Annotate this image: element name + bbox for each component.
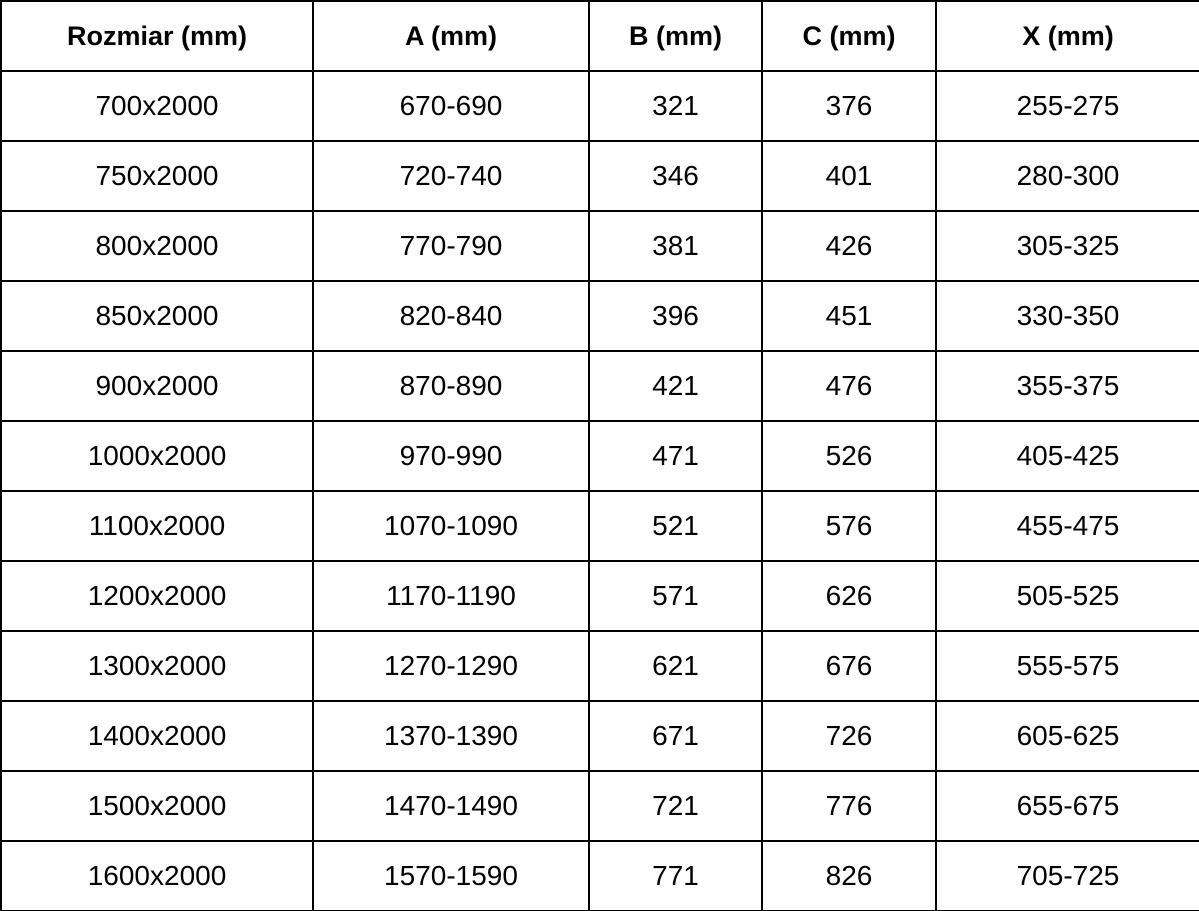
table-cell: 280-300: [936, 141, 1199, 211]
column-header: B (mm): [589, 1, 762, 71]
table-cell: 381: [589, 211, 762, 281]
table-cell: 521: [589, 491, 762, 561]
table-cell: 655-675: [936, 771, 1199, 841]
table-body: [1, 71, 1199, 911]
table-row: [1, 351, 1199, 421]
table-cell: 1000x2000: [1, 421, 313, 491]
table-cell: 1470-1490: [313, 771, 589, 841]
table-cell: 576: [762, 491, 936, 561]
table-cell: 705-725: [936, 841, 1199, 911]
table-cell: 621: [589, 631, 762, 701]
table-cell: 1270-1290: [313, 631, 589, 701]
table-cell: 426: [762, 211, 936, 281]
table-cell: 476: [762, 351, 936, 421]
table-cell: 571: [589, 561, 762, 631]
table-cell: 421: [589, 351, 762, 421]
table-cell: 1400x2000: [1, 701, 313, 771]
table-cell: 505-525: [936, 561, 1199, 631]
header-row: [1, 1, 1199, 71]
table-cell: 396: [589, 281, 762, 351]
table-row: [1, 701, 1199, 771]
table-cell: 555-575: [936, 631, 1199, 701]
table-cell: 355-375: [936, 351, 1199, 421]
table-cell: 305-325: [936, 211, 1199, 281]
table-cell: 850x2000: [1, 281, 313, 351]
table-row: [1, 141, 1199, 211]
column-header: C (mm): [762, 1, 936, 71]
table-cell: 605-625: [936, 701, 1199, 771]
table-cell: 255-275: [936, 71, 1199, 141]
table-cell: 800x2000: [1, 211, 313, 281]
table-cell: 700x2000: [1, 71, 313, 141]
table-cell: 1170-1190: [313, 561, 589, 631]
table-cell: 721: [589, 771, 762, 841]
table-cell: 1200x2000: [1, 561, 313, 631]
table-cell: 401: [762, 141, 936, 211]
table-cell: 750x2000: [1, 141, 313, 211]
table-cell: 376: [762, 71, 936, 141]
table-cell: 405-425: [936, 421, 1199, 491]
table-cell: 720-740: [313, 141, 589, 211]
table-cell: 1300x2000: [1, 631, 313, 701]
column-header: X (mm): [936, 1, 1199, 71]
table-cell: 671: [589, 701, 762, 771]
table-cell: 471: [589, 421, 762, 491]
table-cell: 526: [762, 421, 936, 491]
table-cell: 770-790: [313, 211, 589, 281]
table-cell: 346: [589, 141, 762, 211]
table-cell: 1570-1590: [313, 841, 589, 911]
table-row: [1, 841, 1199, 911]
table-cell: 455-475: [936, 491, 1199, 561]
table-row: [1, 281, 1199, 351]
table-row: [1, 561, 1199, 631]
table-cell: 1600x2000: [1, 841, 313, 911]
table-cell: 870-890: [313, 351, 589, 421]
table-cell: 676: [762, 631, 936, 701]
table-cell: 330-350: [936, 281, 1199, 351]
table-cell: 1500x2000: [1, 771, 313, 841]
table-cell: 900x2000: [1, 351, 313, 421]
table-cell: 970-990: [313, 421, 589, 491]
table-row: [1, 71, 1199, 141]
table-cell: 726: [762, 701, 936, 771]
table-cell: 771: [589, 841, 762, 911]
table-cell: 1100x2000: [1, 491, 313, 561]
table-row: [1, 211, 1199, 281]
column-header: Rozmiar (mm): [1, 1, 313, 71]
table-cell: 1070-1090: [313, 491, 589, 561]
table-cell: 1370-1390: [313, 701, 589, 771]
table-cell: 626: [762, 561, 936, 631]
column-header: A (mm): [313, 1, 589, 71]
table-cell: 670-690: [313, 71, 589, 141]
table-row: [1, 631, 1199, 701]
table-row: [1, 491, 1199, 561]
table-cell: 451: [762, 281, 936, 351]
table-cell: 776: [762, 771, 936, 841]
table-row: [1, 421, 1199, 491]
table-cell: 820-840: [313, 281, 589, 351]
table-cell: 826: [762, 841, 936, 911]
table-row: [1, 771, 1199, 841]
table-cell: 321: [589, 71, 762, 141]
